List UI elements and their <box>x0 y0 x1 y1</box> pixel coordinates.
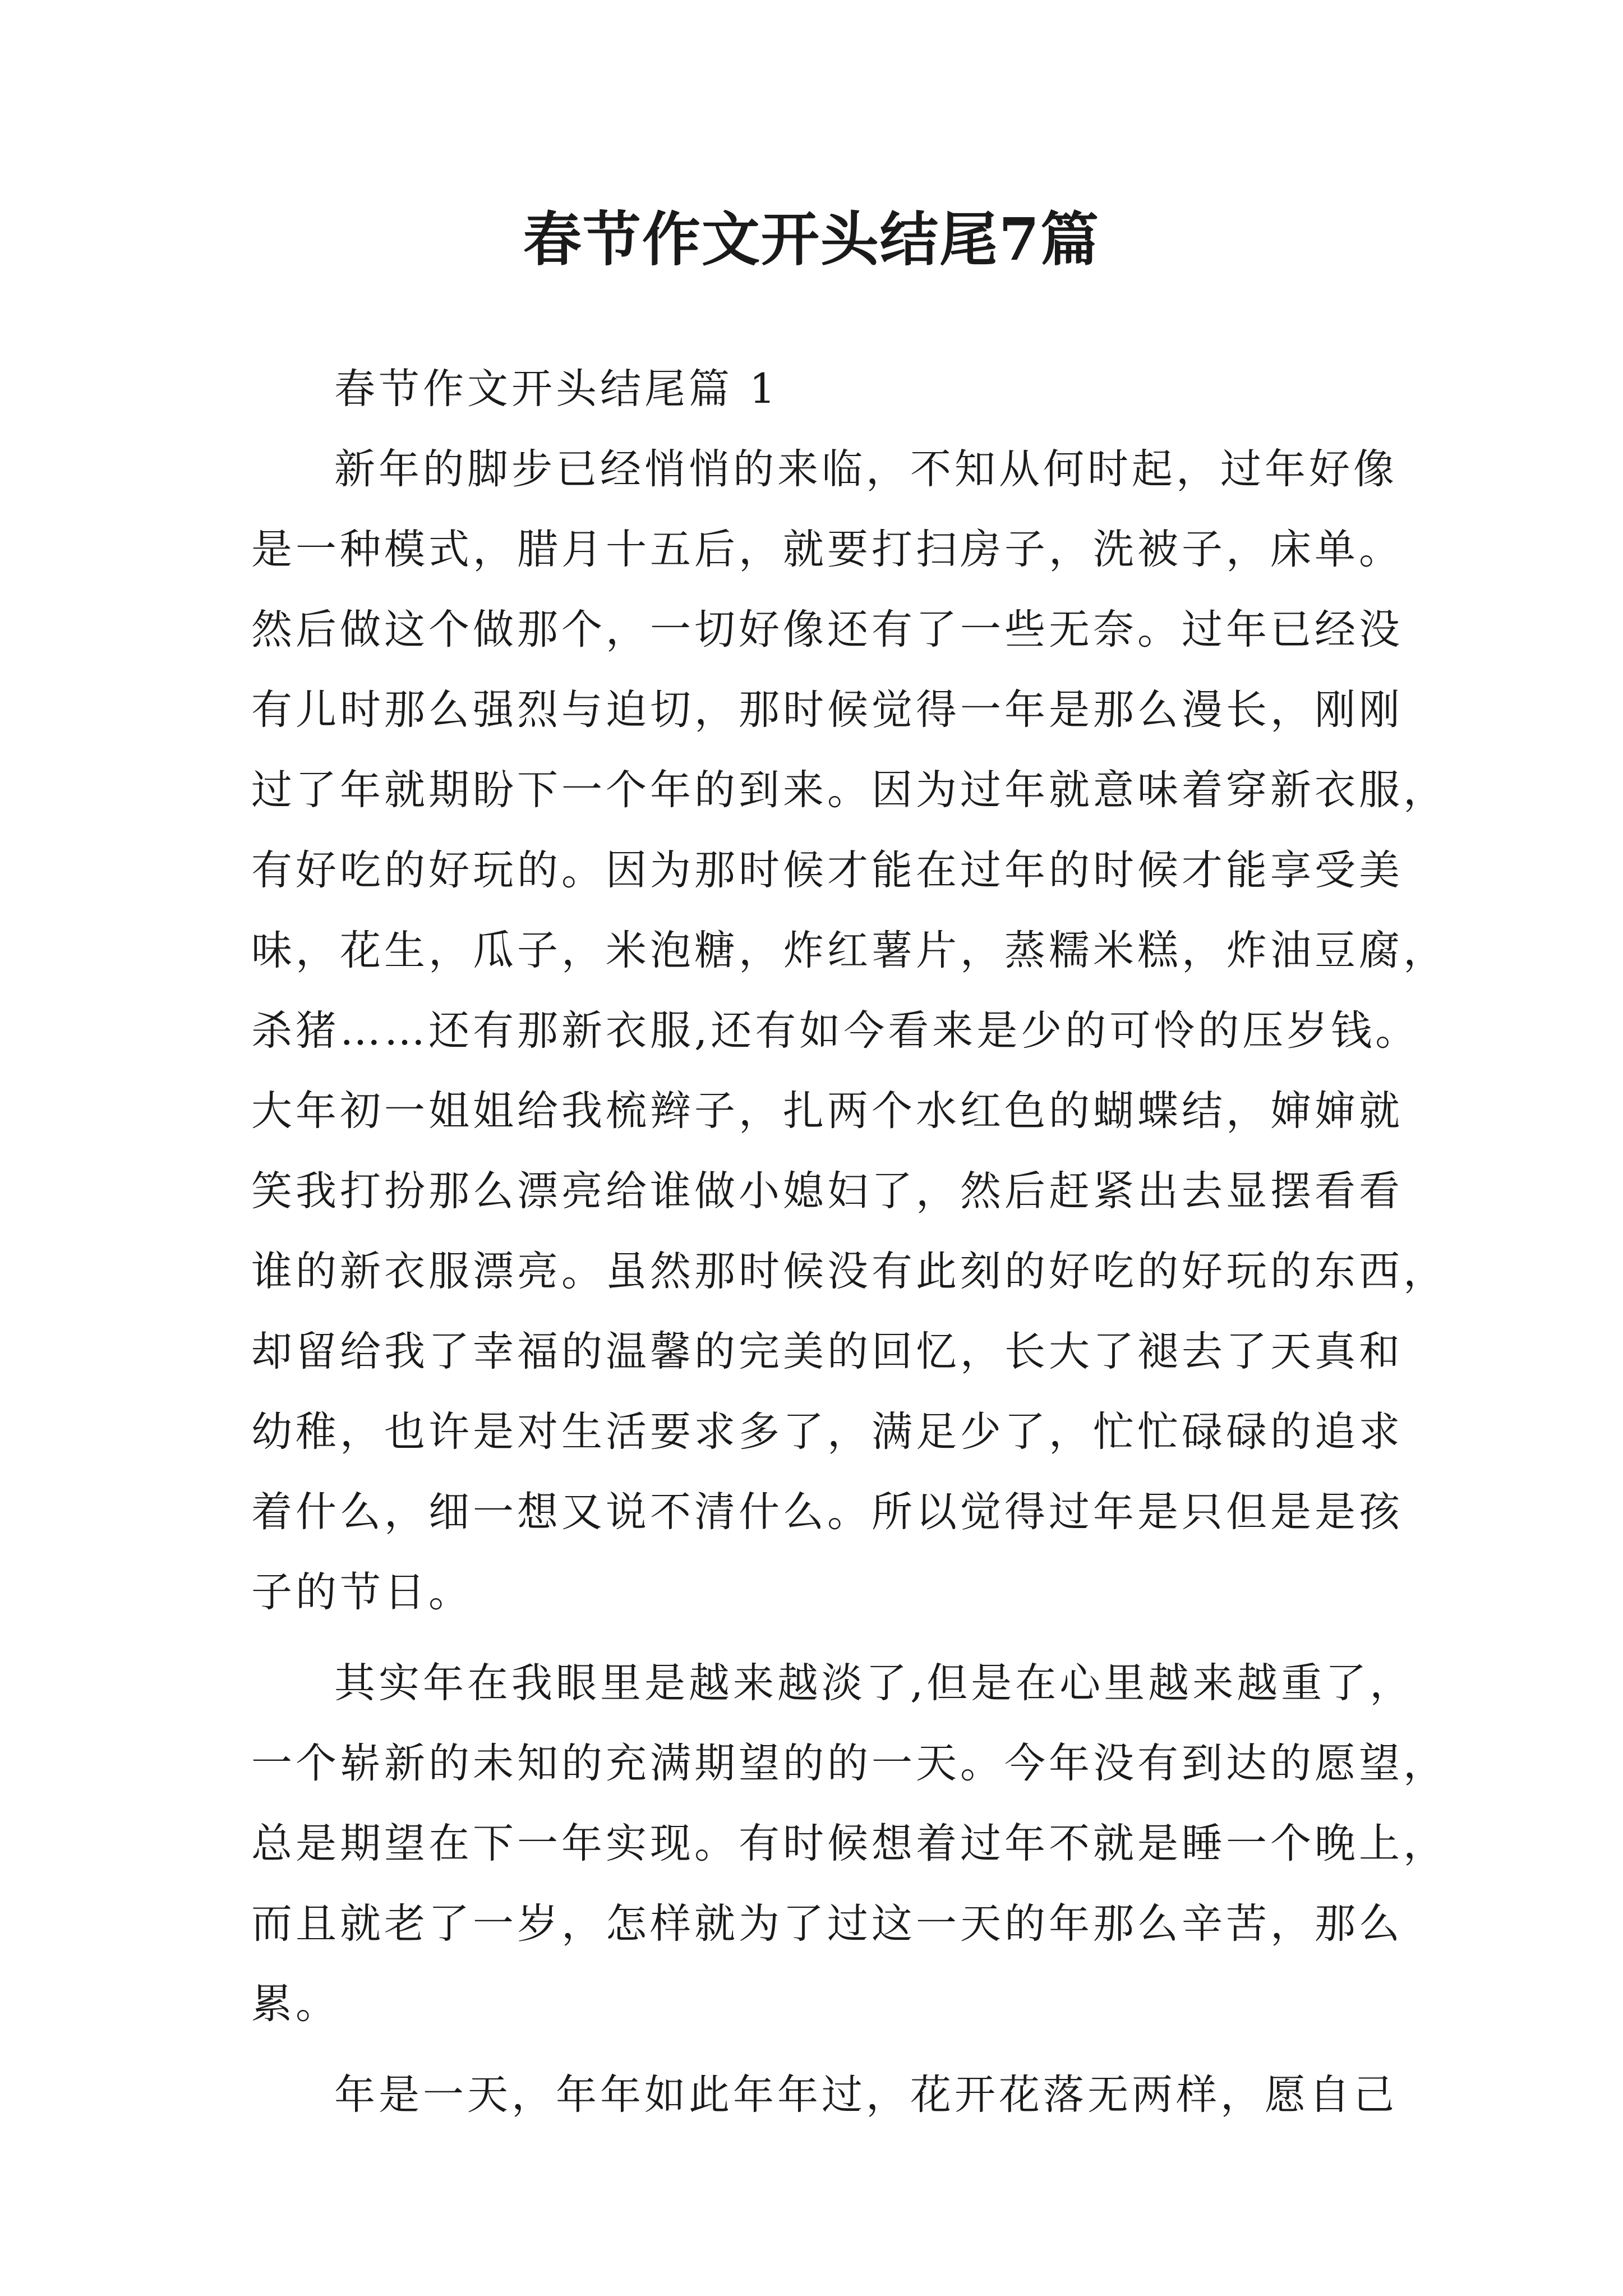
paragraph-line: 其实年在我眼里是越来越淡了,但是在心里越来越重了， <box>334 1659 1414 1707</box>
paragraph-line: 年是一天，年年如此年年过，花开花落无两样，愿自己 <box>334 2071 1398 2119</box>
document-body <box>251 349 1447 2135</box>
paragraph-line: 有好吃的好玩的。因为那时候才能在过年的时候才能享受美 <box>251 846 1403 894</box>
paragraph-line: 着什么，细一想又说不清什么。所以觉得过年是只但是是孩 <box>251 1488 1403 1536</box>
paragraph-line: 过了年就期盼下一个年的到来。因为过年就意味着穿新衣服， <box>251 766 1447 814</box>
paragraph-line: 幼稚，也许是对生活要求多了，满足少了，忙忙碌碌的追求 <box>251 1408 1403 1456</box>
paragraph-line: 总是期望在下一年实现。有时候想着过年不就是睡一个晚上， <box>251 1820 1447 1867</box>
paragraph-line: 累。 <box>251 1980 340 2028</box>
paragraph-line: 子的节日。 <box>251 1568 473 1616</box>
document-title: 春节作文开头结尾7篇 <box>523 205 1100 274</box>
paragraph-spacer <box>251 1632 1395 1643</box>
paragraph-line: 然后做这个做那个，一切好像还有了一些无奈。过年已经没 <box>251 606 1403 654</box>
paragraph-line: 大年初一姐姐给我梳辫子，扎两个水红色的蝴蝶结，婶婶就 <box>251 1087 1403 1135</box>
paragraph-3 <box>251 2055 1398 2135</box>
section-heading: 春节作文开头结尾篇 1 <box>334 365 779 413</box>
paragraph-line: 杀猪……还有那新衣服,还有如今看来是少的可怜的压岁钱。 <box>251 1007 1420 1055</box>
paragraph-line: 一个崭新的未知的充满期望的的一天。今年没有到达的愿望， <box>251 1740 1447 1787</box>
paragraph-line: 却留给我了幸福的温馨的完美的回忆，长大了褪去了天真和 <box>251 1328 1403 1375</box>
paragraph-line: 谁的新衣服漂亮。虽然那时候没有此刻的好吃的好玩的东西， <box>251 1248 1447 1295</box>
paragraph-spacer <box>251 2044 1395 2055</box>
paragraph-line: 而且就老了一岁，怎样就为了过这一天的年那么辛苦，那么 <box>251 1900 1403 1948</box>
paragraph-line: 味，花生，瓜子，米泡糖，炸红薯片，蒸糯米糕，炸油豆腐， <box>251 927 1447 974</box>
paragraph-line: 笑我打扮那么漂亮给谁做小媳妇了，然后赶紧出去显摆看看 <box>251 1167 1403 1215</box>
paragraph-line: 有儿时那么强烈与迫切，那时候觉得一年是那么漫长，刚刚 <box>251 686 1403 734</box>
paragraph-2 <box>251 1643 1447 2044</box>
paragraph-1 <box>251 429 1447 1632</box>
paragraph-line: 新年的脚步已经悄悄的来临，不知从何时起，过年好像 <box>334 445 1398 493</box>
paragraph-line: 是一种模式，腊月十五后，就要打扫房子，洗被子，床单。 <box>251 526 1403 573</box>
